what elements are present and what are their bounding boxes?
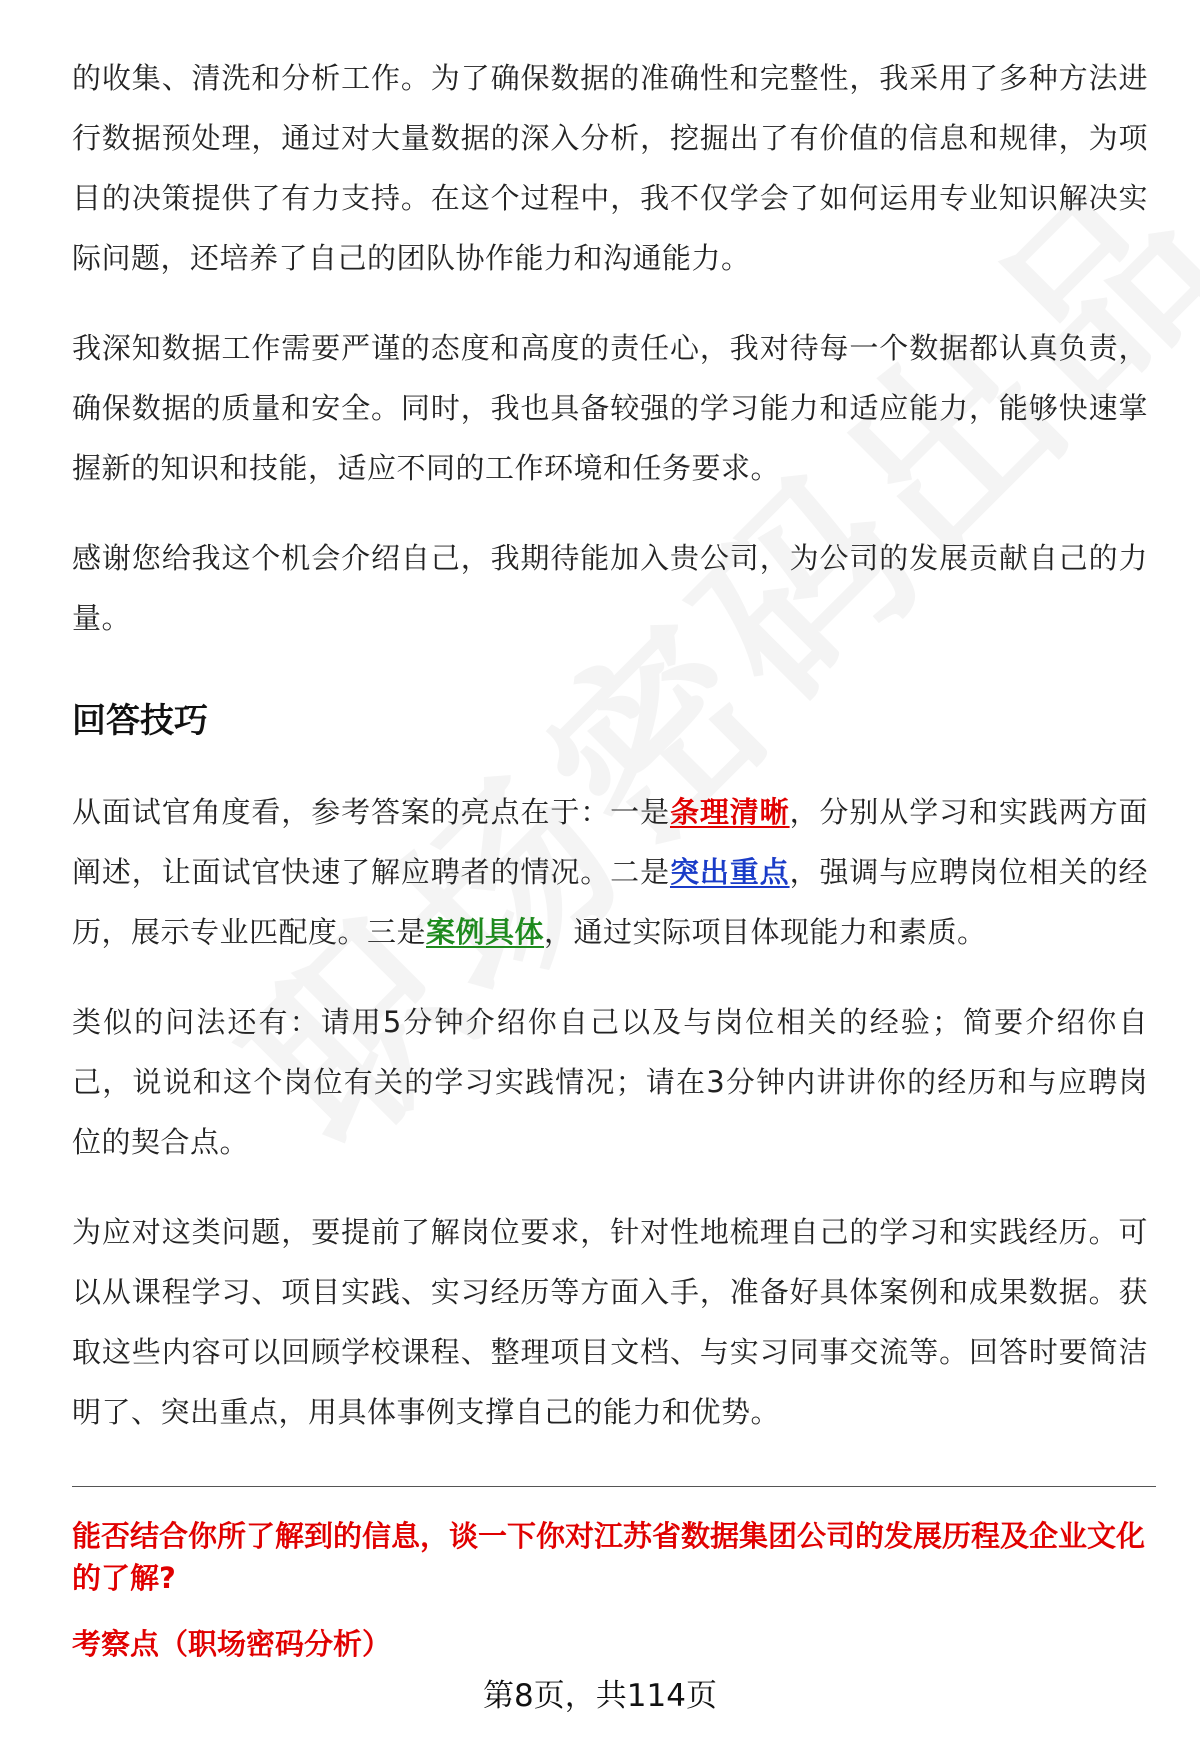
answer-paragraph-3: 感谢您给我这个机会介绍自己，我期待能加入贵公司，为公司的发展贡献自己的力量。 xyxy=(72,541,1148,635)
answer-paragraph-1: 的收集、清洗和分析工作。为了确保数据的准确性和完整性，我采用了多种方法进行数据预处理，通过对大量数据的深入分析，挖掘出了有价值的信息和规律，为项目的决策提供了有力支持。在这个过程中，我不仅学会了如何运用专业知识解决实际问题，还培养了自己的团队协作能力和沟通能力。 xyxy=(72,61,1148,275)
tips-text: ，强调与应聘岗位相关的经历，展示专业匹配度。三是 xyxy=(72,855,1148,949)
tips-paragraph-3: 为应对这类问题，要提前了解岗位要求，针对性地梳理自己的学习和实践经历。可以从课程学习、项目实践、实习经历等方面入手，准备好具体案例和成果数据。获取这些内容可以回顾学校课程、整理项目文档、与实习同事交流等。回答时要简洁明了、突出重点，用具体事例支撑自己的能力和优势。 xyxy=(72,1215,1148,1429)
tips-text: ，分别从学习和实践两方面阐述，让面试官快速了解应聘者的情况。二是 xyxy=(72,795,1148,889)
section-title: 回答技巧 xyxy=(72,701,208,741)
highlight-clear-logic: 条理清晰 xyxy=(669,795,790,829)
tips-text: 从面试官角度看，参考答案的亮点在于：一是 xyxy=(72,795,670,829)
tips-paragraph-2: 类似的问法还有：请用5分钟介绍你自己以及与岗位相关的经验；简要介绍你自己，说说和这个岗位有关的学习实践情况；请在3分钟内讲讲你的经历和与应聘岗位的契合点。 xyxy=(72,1005,1148,1159)
next-question: 能否结合你所了解到的信息，谈一下你对江苏省数据集团公司的发展历程及企业文化的了解? xyxy=(72,1519,1146,1595)
highlight-concrete-cases: 案例具体 xyxy=(426,915,545,949)
document-page xyxy=(72,48,1148,1665)
answer-paragraph-2: 我深知数据工作需要严谨的态度和高度的责任心，我对待每一个数据都认真负责，确保数据的质量和安全。同时，我也具备较强的学习能力和适应能力，能够快速掌握新的知识和技能，适应不同的工作环境和任务要求。 xyxy=(72,331,1148,485)
section-divider xyxy=(72,1486,1156,1487)
tips-paragraph-1 xyxy=(72,782,1148,962)
tips-text: ，通过实际项目体现能力和素质。 xyxy=(544,915,987,949)
highlight-key-points: 突出重点 xyxy=(669,855,790,889)
exam-point-heading: 考察点（职场密码分析） xyxy=(72,1627,392,1661)
page-footer: 第8页，共114页 xyxy=(483,1678,717,1714)
